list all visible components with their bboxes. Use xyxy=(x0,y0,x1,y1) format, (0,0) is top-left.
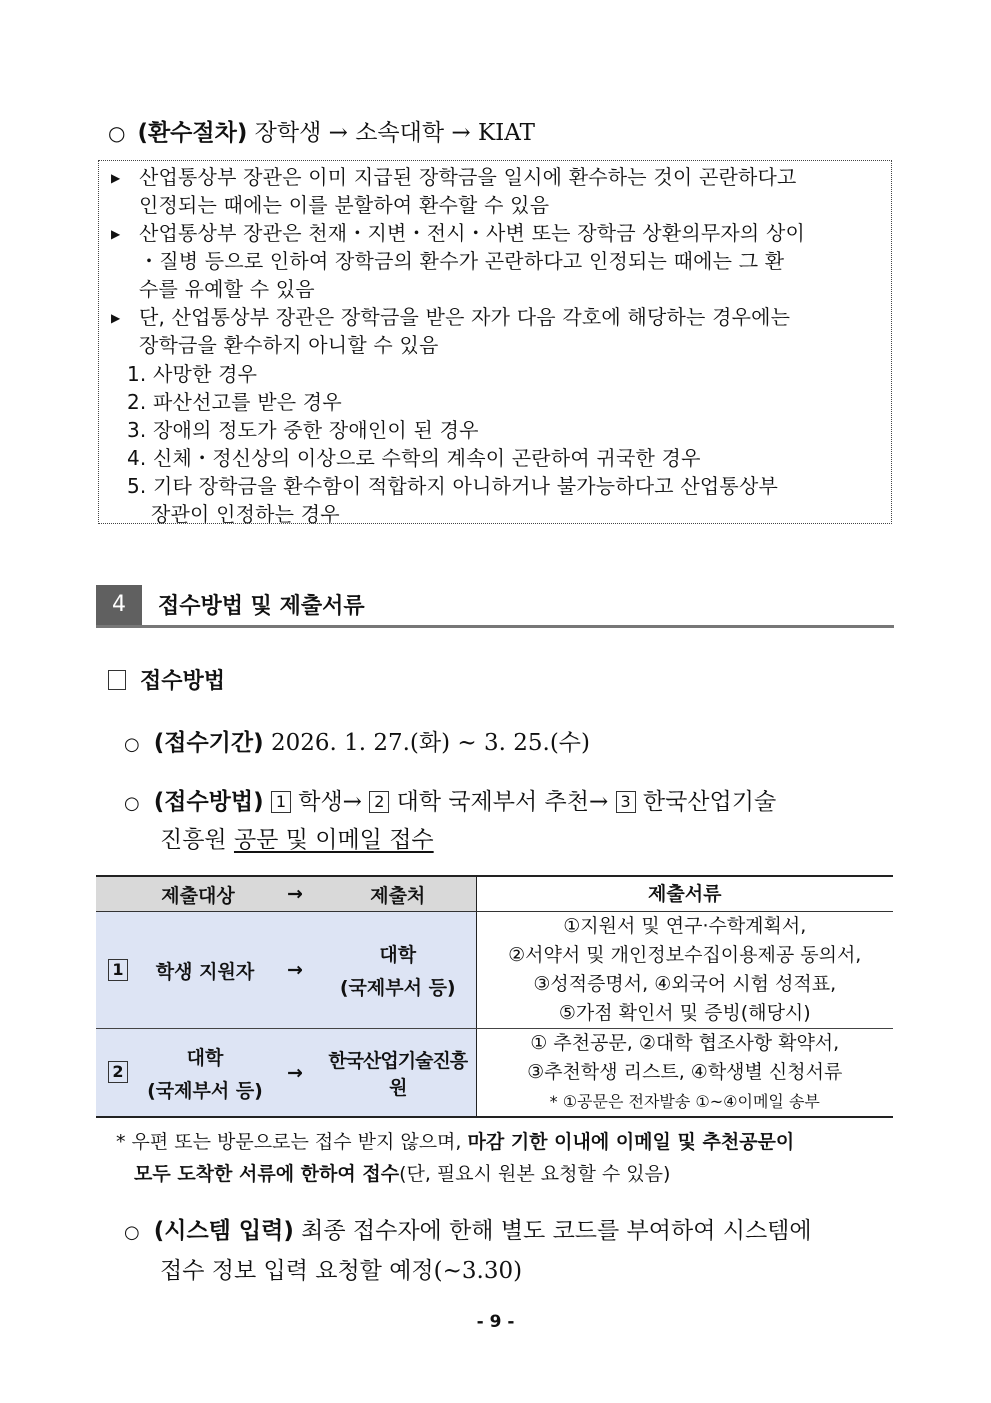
refund-rule-line: 산업통상부 장관은 천재・지변・전시・사변 또는 장학금 상환의무자의 상이 xyxy=(139,221,806,245)
row-arrow: → xyxy=(270,1029,320,1118)
table-row xyxy=(96,912,893,1029)
row-to-line1: 대학 xyxy=(379,944,417,966)
header-from: 제출대상 xyxy=(96,876,270,912)
reception-period xyxy=(124,724,590,757)
notice-suffix: (단, 필요시 원본 요청할 수 있음) xyxy=(399,1163,671,1185)
doc-item: ① 추천공문, ②대학 협조사항 확약서, xyxy=(530,1032,840,1054)
step-2: 대학 국제부서 추천→ xyxy=(396,789,609,815)
header-arrow: → xyxy=(270,876,320,912)
row-from-line1: 대학 xyxy=(186,1046,224,1069)
circle-bullet-icon: ○ xyxy=(124,1222,140,1243)
triangle-bullet-icon: ▶ xyxy=(111,171,121,185)
exception-item: 2. 파산선고를 받은 경우 xyxy=(127,390,342,414)
refund-rule-line: ・질병 등으로 인하여 장학금의 환수가 곤란하다고 인정되는 때에는 그 환 xyxy=(139,249,785,273)
notice-bold-2: 모두 도착한 서류에 한하여 접수 xyxy=(134,1163,400,1185)
step-1: 학생→ xyxy=(298,789,362,815)
section-heading xyxy=(96,585,894,628)
row-number xyxy=(96,1029,140,1118)
row-arrow: → xyxy=(270,912,320,1029)
doc-note: * ①공문은 전자발송 ①~④이메일 송부 xyxy=(549,1092,820,1111)
refund-rule-line: 산업통상부 장관은 이미 지급된 장학금을 일시에 환수하는 것이 곤란하다고 xyxy=(139,165,797,189)
exception-item: 5. 기타 장학금을 환수함이 적합하지 아니하거나 불가능하다고 산업통상부 xyxy=(127,474,778,498)
circle-bullet-icon: ○ xyxy=(108,121,126,145)
exception-item: 1. 사망한 경우 xyxy=(127,362,258,386)
system-input-label: (시스템 입력) xyxy=(153,1218,294,1244)
system-input-line2: 접수 정보 입력 요청할 예정(~3.30) xyxy=(160,1258,523,1284)
doc-item: ①지원서 및 연구·수학계획서, xyxy=(563,915,807,937)
period-label: (접수기간) xyxy=(153,730,264,756)
doc-item: ②서약서 및 개인정보수집이용제공 동의서, xyxy=(508,944,862,966)
subsection-heading xyxy=(108,664,225,695)
refund-procedure-line xyxy=(108,114,535,147)
notice-prefix: * 우편 또는 방문으로는 접수 받지 않으며, xyxy=(116,1131,462,1153)
table-row xyxy=(96,1029,893,1118)
row-to: 한국산업기술진흥원 xyxy=(320,1029,476,1118)
exception-item: 3. 장애의 정도가 중한 장애인이 된 경우 xyxy=(127,418,479,442)
system-input xyxy=(124,1212,812,1245)
subsection-title: 접수방법 xyxy=(140,669,226,694)
method-line2-prefix: 진흥원 xyxy=(160,827,227,853)
doc-item: ③추천학생 리스트, ④학생별 신청서류 xyxy=(527,1061,843,1083)
section-title: 접수방법 및 제출서류 xyxy=(158,594,365,619)
row-from: 학생 지원자 xyxy=(140,912,270,1029)
exception-item: 4. 신체・정신상의 이상으로 수학의 계속이 곤란하여 귀국한 경우 xyxy=(127,446,701,470)
row-to-line2: (국제부서 등) xyxy=(339,977,456,999)
exception-item: 장관이 인정하는 경우 xyxy=(151,502,340,526)
row-to xyxy=(320,912,476,1029)
refund-rule-line: 단, 산업통상부 장관은 장학금을 받은 자가 다음 각호에 해당하는 경우에는 xyxy=(139,305,791,329)
refund-rule-line: 장학금을 환수하지 아니할 수 있음 xyxy=(139,333,439,357)
table-header-row xyxy=(96,876,893,912)
period-text: 2026. 1. 27.(화) ~ 3. 25.(수) xyxy=(270,730,590,756)
step-number-box: 2 xyxy=(369,791,389,813)
header-docs: 제출서류 xyxy=(476,876,893,912)
row-docs xyxy=(476,1029,893,1118)
triangle-bullet-icon: ▶ xyxy=(111,227,121,241)
refund-procedure-label: (환수절차) xyxy=(137,120,248,146)
row-number xyxy=(96,912,140,1029)
square-bullet-icon xyxy=(108,670,126,690)
step-number-box: 1 xyxy=(271,791,291,813)
section-number: 4 xyxy=(96,585,142,625)
method-line2-underlined: 공문 및 이메일 접수 xyxy=(233,827,434,853)
notice-bold-1: 마감 기한 이내에 이메일 및 추천공문이 xyxy=(467,1131,795,1153)
row-from-line2: (국제부서 등) xyxy=(147,1079,263,1102)
reception-method-line2 xyxy=(160,821,434,854)
page-number: - 9 - xyxy=(476,1312,515,1332)
method-label: (접수방법) xyxy=(153,789,264,815)
refund-rule-line: 수를 유예할 수 있음 xyxy=(139,277,315,301)
circle-bullet-icon: ○ xyxy=(124,793,140,814)
doc-item: ③성적증명서, ④외국어 시험 성적표, xyxy=(533,973,837,995)
row-number-box: 1 xyxy=(108,959,128,981)
step-3: 한국산업기술 xyxy=(642,789,777,815)
header-to: 제출처 xyxy=(320,876,476,912)
system-input-line1: 최종 접수자에 한해 별도 코드를 부여하여 시스템에 xyxy=(301,1218,812,1244)
circle-bullet-icon: ○ xyxy=(124,734,140,755)
reception-method xyxy=(124,783,776,816)
refund-procedure-text: 장학생 → 소속대학 → KIAT xyxy=(254,120,535,146)
step-number-box: 3 xyxy=(616,791,636,813)
refund-rule-line: 인정되는 때에는 이를 분할하여 환수할 수 있음 xyxy=(139,193,550,217)
row-number-box: 2 xyxy=(108,1061,128,1083)
submission-table xyxy=(96,875,893,1118)
notice xyxy=(116,1126,906,1190)
refund-rules-box xyxy=(98,160,892,524)
doc-item: ⑤가점 확인서 및 증빙(해당시) xyxy=(558,1002,811,1024)
row-docs xyxy=(476,912,893,1029)
row-from xyxy=(140,1029,270,1118)
triangle-bullet-icon: ▶ xyxy=(111,311,121,325)
